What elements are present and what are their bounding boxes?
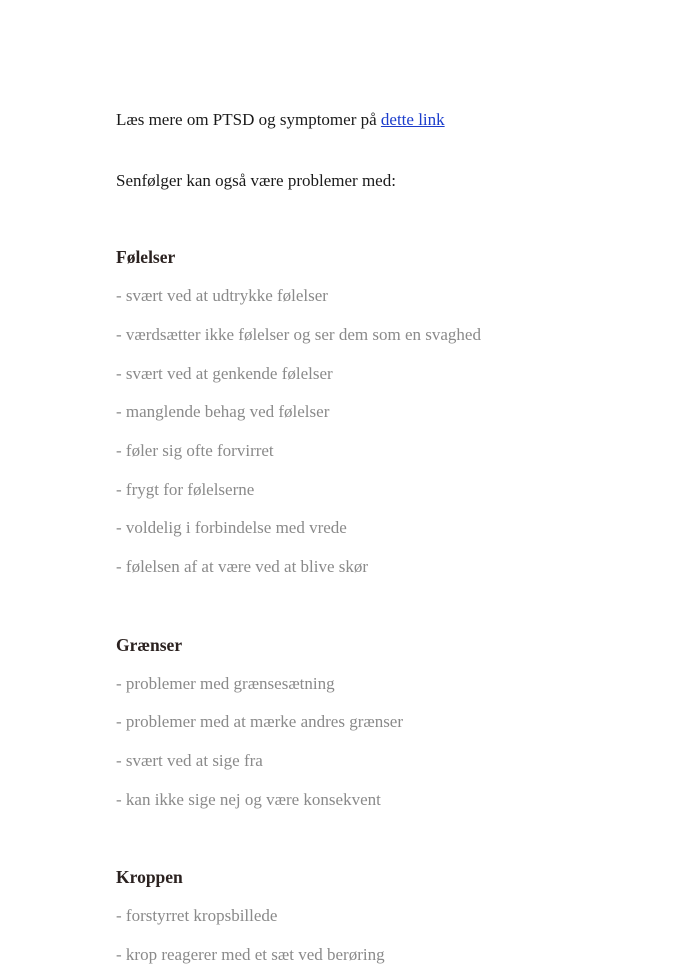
- list-item: - føler sig ofte forvirret: [116, 441, 274, 460]
- list-item: - følelsen af at være ved at blive skør: [116, 557, 369, 576]
- intro-subtitle: Senfølger kan også være problemer med:: [116, 171, 396, 190]
- list-item: - svært ved at genkende følelser: [116, 364, 333, 383]
- list-item: - krop reagerer med et sæt ved berøring: [116, 945, 385, 964]
- list-item: - voldelig i forbindelse med vrede: [116, 518, 347, 537]
- list-item: - svært ved at udtrykke følelser: [116, 286, 328, 305]
- list-item: - manglende behag ved følelser: [116, 402, 330, 421]
- list-item: - kan ikke sige nej og være konsekvent: [116, 790, 381, 809]
- list-item: - frygt for følelserne: [116, 480, 255, 499]
- dette-link[interactable]: dette link: [380, 110, 445, 129]
- list-item: - svært ved at sige fra: [116, 751, 263, 770]
- section-heading-kroppen: Kroppen: [116, 867, 183, 887]
- intro-text: Læs mere om PTSD og symptomer på: [116, 110, 381, 129]
- list-item: - problemer med grænsesætning: [116, 674, 335, 693]
- intro-paragraph: [116, 110, 445, 130]
- list-item: - problemer med at mærke andres grænser: [116, 712, 404, 731]
- list-item: - forstyrret kropsbillede: [116, 906, 278, 925]
- section-heading-graenser: Grænser: [116, 635, 183, 655]
- list-item: - værdsætter ikke følelser og ser dem som en svaghed: [116, 325, 481, 344]
- section-heading-folelser: Følelser: [116, 247, 176, 267]
